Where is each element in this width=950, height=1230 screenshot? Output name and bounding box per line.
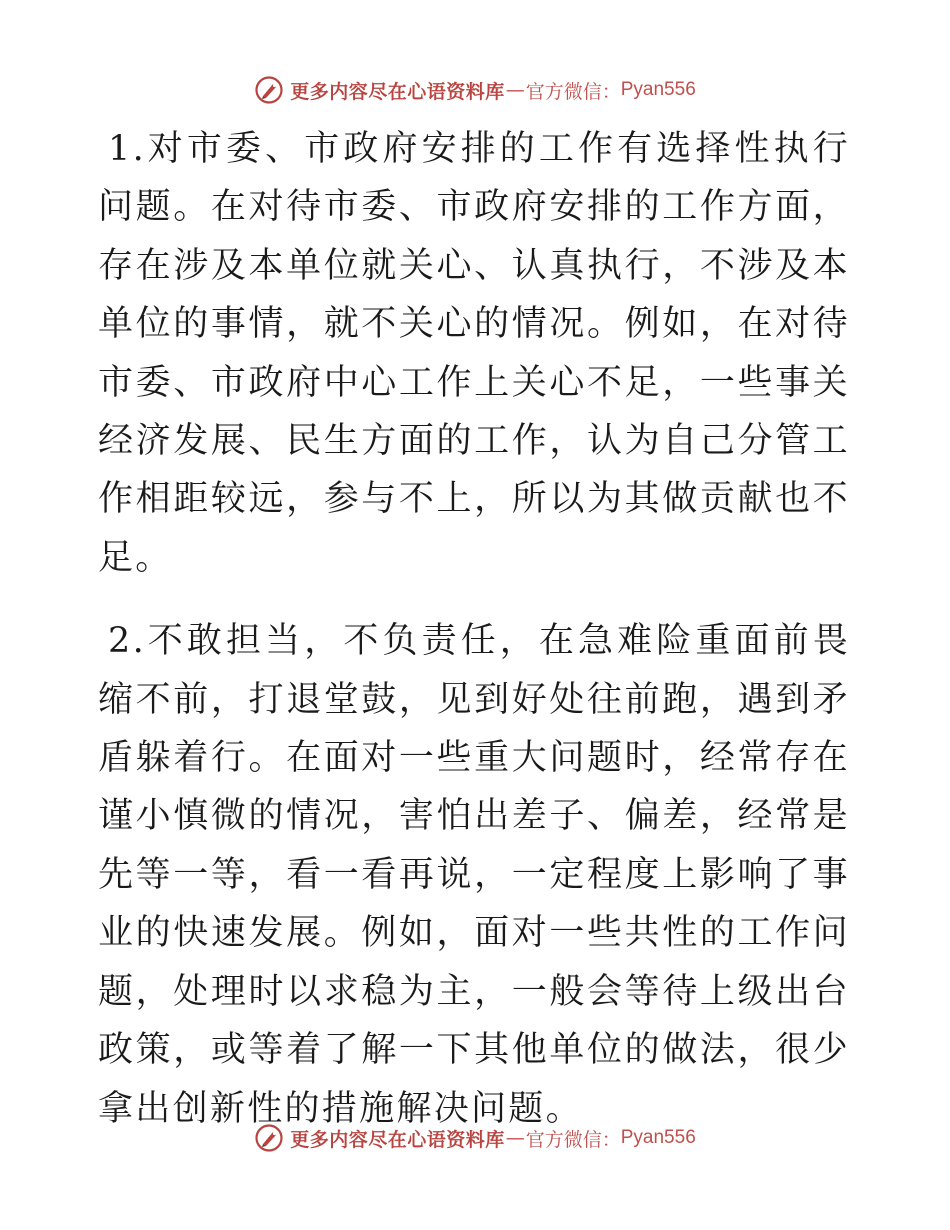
header-banner	[0, 70, 950, 110]
footer-wechat-label: 官方微信：	[525, 1128, 621, 1151]
footer-promo-text: 更多内容尽在心语资料库	[290, 1128, 505, 1151]
header-promo-text: 更多内容尽在心语资料库	[290, 80, 505, 103]
paragraph-2: 2.不敢担当，不负责任，在急难险重面前畏缩不前，打退堂鼓，见到好处往前跑，遇到矛盾躲着行。在面对一些重大问题时，经常存在谨小慎微的情况，害怕出差子、偏差，经常是先等一等，看一看再说，一定程度上影响了事业的快速发展。例如，面对一些共性的工作问题，处理时以求稳为主，一般会等待上级出台政策，或等着了解一下其他单位的做法，很少拿出创新性的措施解决问题。	[98, 621, 850, 1129]
header-wechat-label: 官方微信：	[525, 80, 621, 103]
footer-wechat-id: Pyan556	[620, 1127, 696, 1148]
document-body	[98, 120, 850, 1138]
header-wechat-id: Pyan556	[620, 79, 696, 100]
header-separator: —	[505, 79, 525, 101]
footer-banner	[0, 1118, 950, 1158]
pen-logo-icon	[254, 1123, 284, 1153]
pen-logo-icon	[254, 75, 284, 105]
footer-separator: —	[505, 1127, 525, 1149]
paragraph-1: 1.对市委、市政府安排的工作有选择性执行问题。在对待市委、市政府安排的工作方面，存在涉及本单位就关心、认真执行，不涉及本单位的事情，就不关心的情况。例如，在对待市委、市政府中心工作上关心不足，一些事关经济发展、民生方面的工作，认为自己分管工作相距较远，参与不上，所以为其做贡献也不足。	[98, 129, 850, 578]
